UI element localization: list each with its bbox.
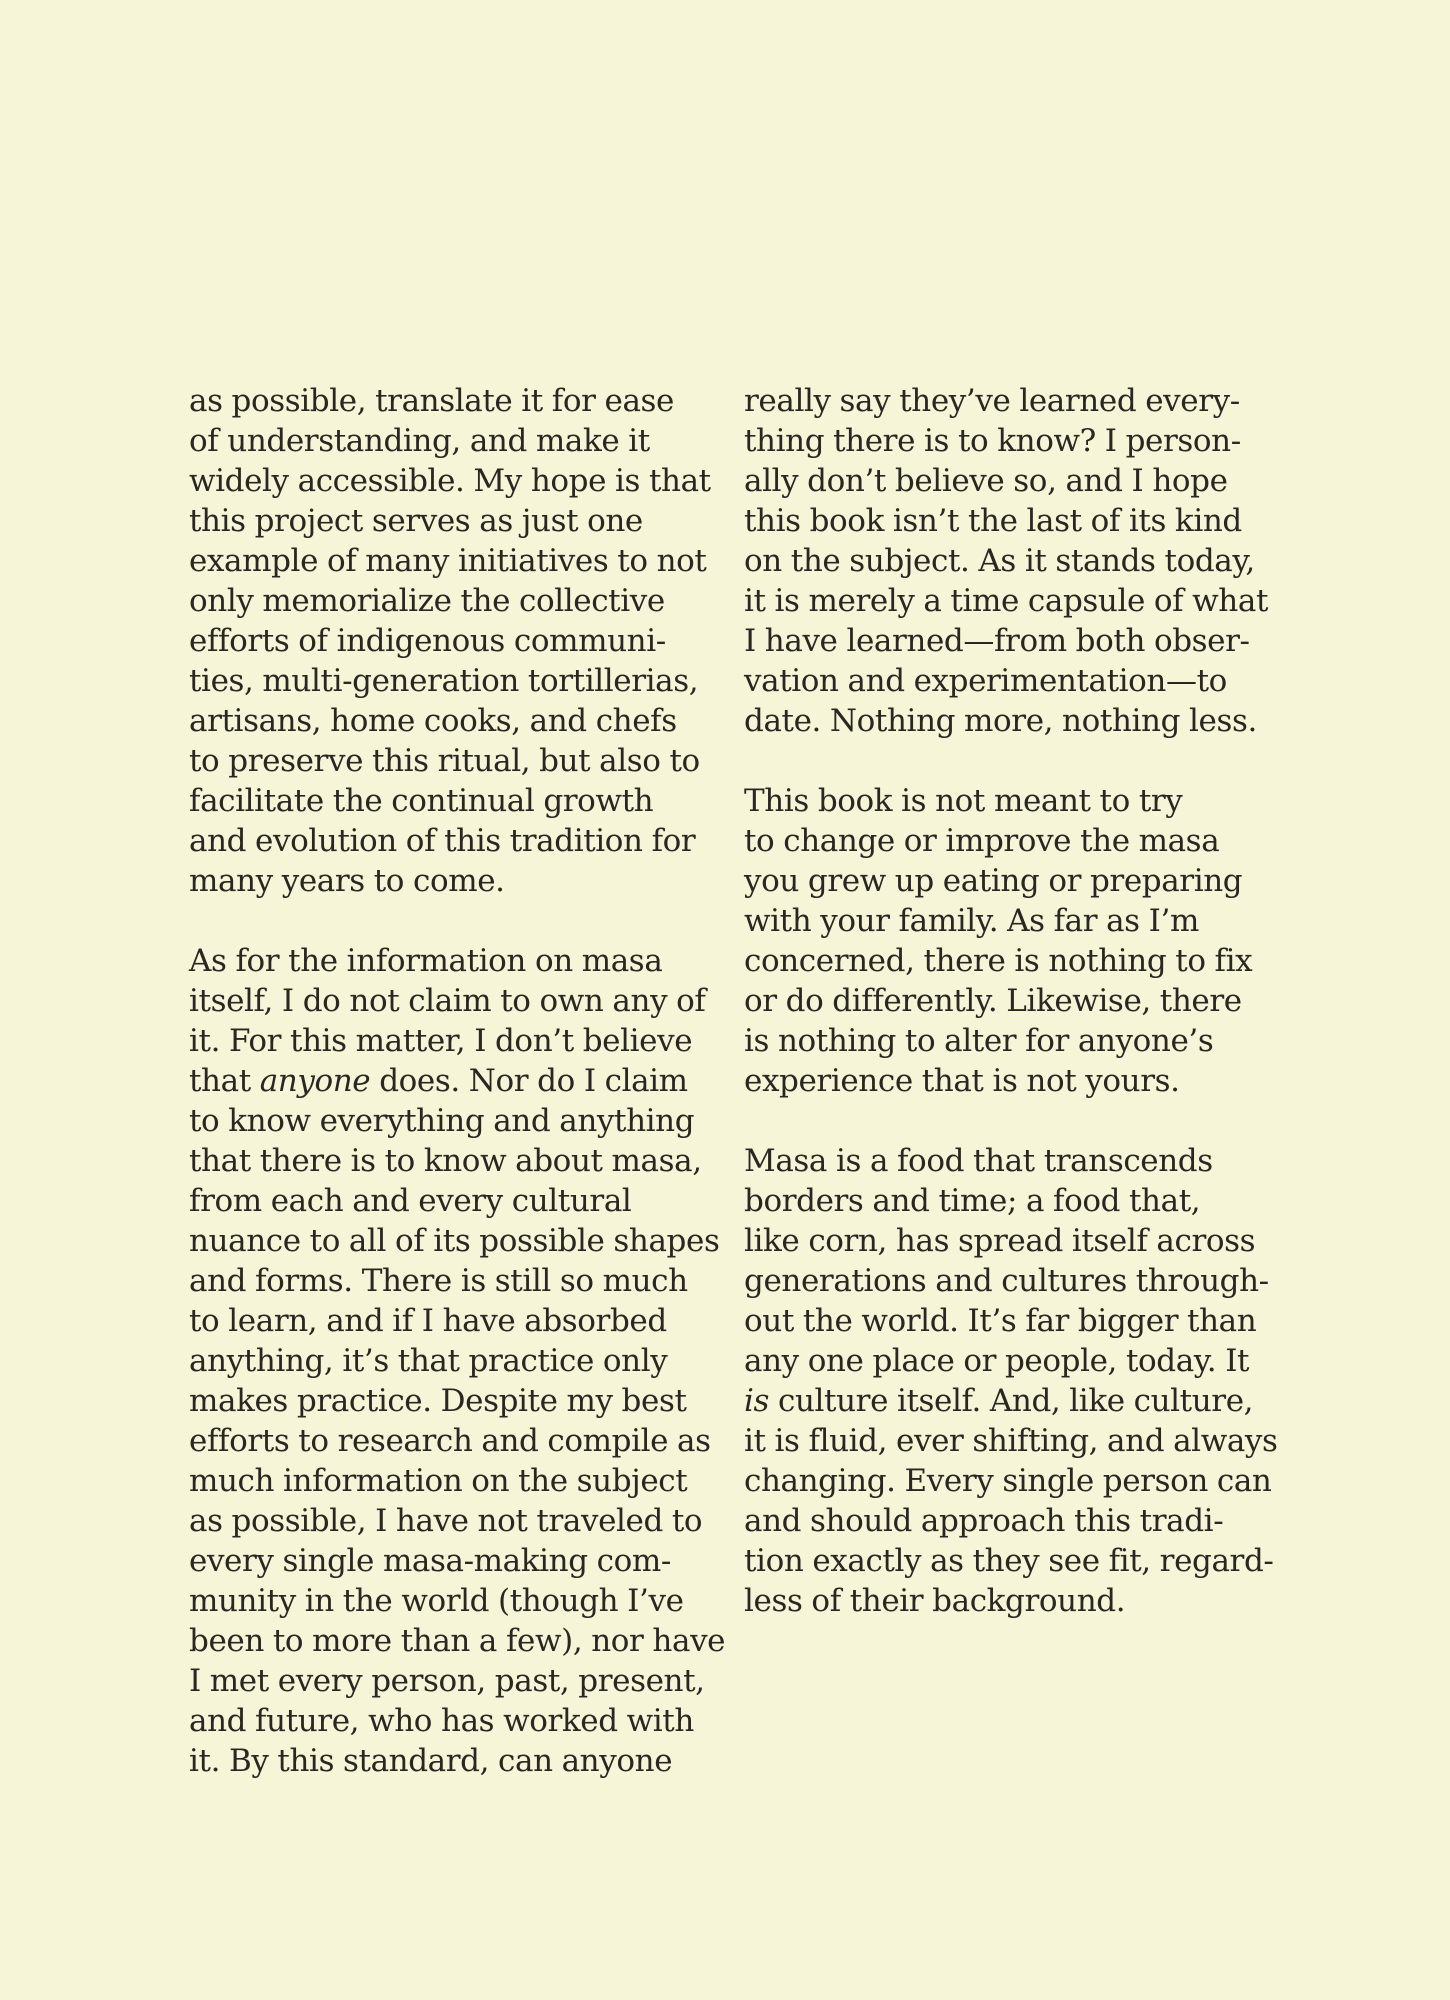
- text-line: to preserve this ritual, but also to: [189, 743, 700, 779]
- text-line: that there is to know about masa,: [189, 1143, 702, 1179]
- text-line: it is merely a time capsule of what: [744, 583, 1269, 619]
- paragraph-information-ownership: [189, 941, 726, 1781]
- text-line: from each and every cultural: [189, 1183, 632, 1219]
- text-line: or do differently. Likewise, there: [744, 983, 1242, 1019]
- text-line-with-emphasis: [189, 1061, 719, 1101]
- text-line: anything, it’s that practice only: [189, 1343, 668, 1379]
- text-line: example of many initiatives to not: [189, 543, 707, 579]
- text-line: to know everything and anything: [189, 1103, 695, 1139]
- text-line: on the subject. As it stands today,: [744, 543, 1255, 579]
- text-line: artisans, home cooks, and chefs: [189, 703, 677, 739]
- text-fragment: that: [189, 1063, 260, 1099]
- text-line: munity in the world (though I’ve: [189, 1583, 684, 1619]
- paragraph-preservation: [189, 381, 719, 901]
- text-line: facilitate the continual growth: [189, 783, 654, 819]
- text-line: you grew up eating or preparing: [744, 863, 1243, 899]
- emphasized-word: is: [744, 1383, 770, 1419]
- text-line: and future, who has worked with: [189, 1703, 694, 1739]
- text-line: with your family. As far as I’m: [744, 903, 1199, 939]
- text-line: is nothing to alter for anyone’s: [744, 1023, 1214, 1059]
- text-line: nuance to all of its possible shapes: [189, 1223, 720, 1259]
- text-line: changing. Every single person can: [744, 1463, 1272, 1499]
- text-line: and should approach this tradi-: [744, 1503, 1224, 1539]
- paragraph-not-meant-to-change: [744, 781, 1274, 1101]
- text-line: widely accessible. My hope is that: [189, 463, 711, 499]
- text-line: much information on the subject: [189, 1463, 688, 1499]
- left-column: [189, 381, 726, 1821]
- text-line: many years to come.: [189, 863, 505, 899]
- text-line: date. Nothing more, nothing less.: [744, 703, 1257, 739]
- text-line: to learn, and if I have absorbed: [189, 1303, 667, 1339]
- text-line: it is fluid, ever shifting, and always: [744, 1423, 1278, 1459]
- text-line: ally don’t believe so, and I hope: [744, 463, 1228, 499]
- emphasized-word: anyone: [259, 1063, 371, 1099]
- paragraph-time-capsule: [744, 381, 1274, 741]
- text-line: it. By this standard, can anyone: [189, 1743, 673, 1779]
- text-line: been to more than a few), nor have: [189, 1623, 726, 1659]
- text-line: every single masa-making com-: [189, 1543, 671, 1579]
- text-line: efforts to research and compile as: [189, 1423, 711, 1459]
- right-column: [744, 381, 1278, 1661]
- text-line: only memorialize the collective: [189, 583, 665, 619]
- text-line: as possible, translate it for ease: [189, 383, 675, 419]
- text-line: concerned, there is nothing to fix: [744, 943, 1253, 979]
- text-line: like corn, has spread itself across: [744, 1223, 1256, 1259]
- text-line: any one place or people, today. It: [744, 1343, 1250, 1379]
- text-line: and evolution of this tradition for: [189, 823, 696, 859]
- text-line: vation and experimentation—to: [744, 663, 1227, 699]
- text-line-with-emphasis: [744, 1381, 1274, 1421]
- text-line: this project serves as just one: [189, 503, 643, 539]
- text-line: itself, I do not claim to own any of: [189, 983, 706, 1019]
- text-line: out the world. It’s far bigger than: [744, 1303, 1257, 1339]
- text-line: this book isn’t the last of its kind: [744, 503, 1242, 539]
- text-line: of understanding, and make it: [189, 423, 650, 459]
- text-fragment: culture itself. And, like culture,: [769, 1383, 1254, 1419]
- text-line: less of their background.: [744, 1583, 1126, 1619]
- text-line: Masa is a food that transcends: [744, 1143, 1213, 1179]
- text-line: it. For this matter, I don’t believe: [189, 1023, 693, 1059]
- text-line: and forms. There is still so much: [189, 1263, 688, 1299]
- text-line: This book is not meant to try: [744, 783, 1183, 819]
- text-line: experience that is not yours.: [744, 1063, 1180, 1099]
- text-line: I have learned—from both obser-: [744, 623, 1250, 659]
- text-line: generations and cultures through-: [744, 1263, 1269, 1299]
- text-line: to change or improve the masa: [744, 823, 1220, 859]
- text-line: ties, multi-generation tortillerias,: [189, 663, 699, 699]
- text-line: borders and time; a food that,: [744, 1183, 1201, 1219]
- text-line: thing there is to know? I person-: [744, 423, 1241, 459]
- text-line: As for the information on masa: [189, 943, 663, 979]
- text-line: makes practice. Despite my best: [189, 1383, 687, 1419]
- text-line: tion exactly as they see fit, regard-: [744, 1543, 1274, 1579]
- text-line: really say they’ve learned every-: [744, 383, 1240, 419]
- text-line: as possible, I have not traveled to: [189, 1503, 703, 1539]
- text-line: efforts of indigenous communi-: [189, 623, 666, 659]
- text-line: I met every person, past, present,: [189, 1663, 705, 1699]
- text-fragment: does. Nor do I claim: [370, 1063, 688, 1099]
- paragraph-masa-transcends: [744, 1141, 1278, 1621]
